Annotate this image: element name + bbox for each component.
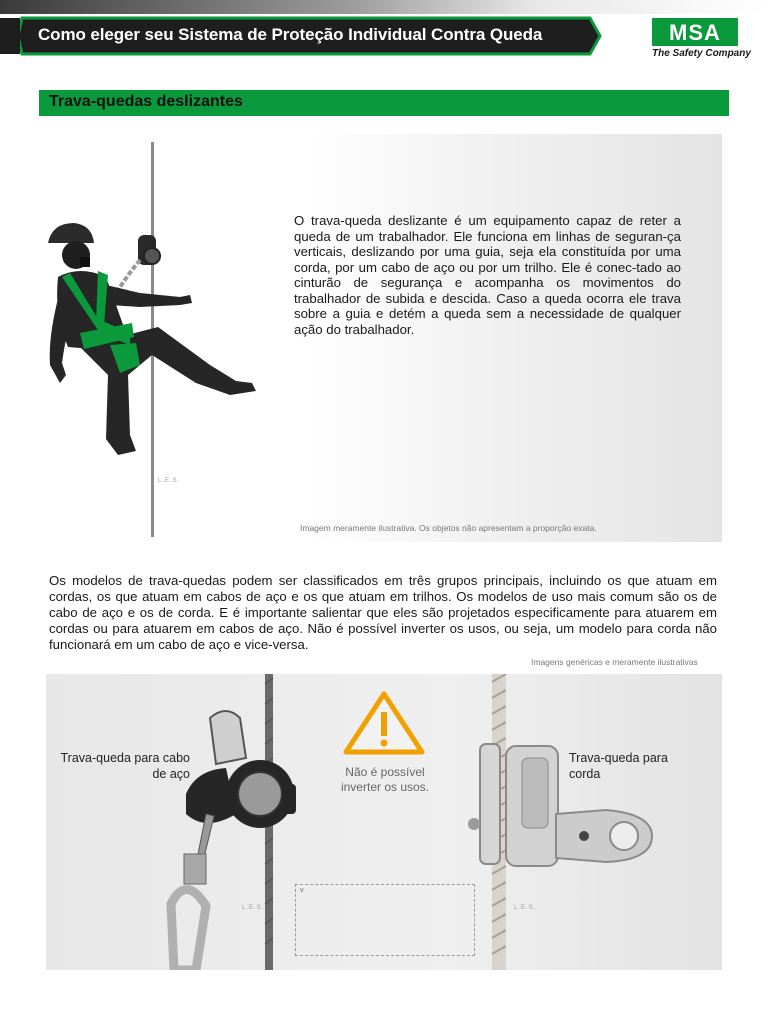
right-arm — [106, 285, 192, 307]
rope-illustration-mark: L.E.S. — [514, 905, 537, 911]
models-paragraph: Os modelos de trava-quedas podem ser classificados em três grupos principais, incluindo os que atuam em cordas, os que atuam em cabos de aço e os que atuam em trilhos. Os modelos de uso mais comum são os de cabo de aço e os de corda. E é importante salientar que eles são projetados especificamente para atuarem em cordas ou para atuarem em cabos de aço. Não é possível inverter os usos, ou seja, um modelo para corda não funcionará em um cabo de aço e vice-versa. — [49, 573, 717, 652]
rope-arrester-label: Trava-queda para corda — [569, 751, 668, 781]
connector-buckle — [184, 854, 206, 884]
cable-arrester-wheel — [238, 772, 282, 816]
cable-arrester-cover — [210, 711, 246, 764]
rope-arrester-screw — [468, 818, 480, 830]
cable-illustration-mark: L.E.S. — [242, 905, 265, 911]
arrester-wheel — [144, 248, 160, 264]
logo-mark — [652, 18, 738, 46]
placeholder-mark: v — [300, 887, 304, 894]
carabiner — [171, 889, 206, 970]
page-title: Como eleger seu Sistema de Proteção Individual Contra Queda — [38, 25, 543, 44]
logo-tagline: The Safety Company — [652, 48, 751, 59]
logo-brand: MSA — [669, 20, 721, 45]
rope-arrester-hinge — [480, 744, 500, 864]
section-header — [39, 90, 729, 116]
placeholder-frame — [295, 884, 475, 956]
cable-arrester-label: Trava-queda para cabo de aço — [60, 751, 190, 781]
models-caption: Imagens genéricas e meramente ilustrativas — [531, 657, 698, 667]
warning-text: Não é possível inverter os usos. — [340, 765, 430, 794]
intro-paragraph: O trava-queda deslizante é um equipamento capaz de reter a queda de um trabalhador. Ele funciona em linhas de seguran-ça verticais, deslizando por uma guia, seja ela constituída por uma corda, por um cabo de aço ou por um trilho. Ele é conec-tado ao cinturão de segurança e acompanha os movimentos do trabalhador de subida e descida. Caso a queda ocorra ele trava sobre a guia e detém a queda sem a necessidade de qualquer ação do trabalhador. — [294, 213, 681, 337]
section-title: Trava-quedas deslizantes — [49, 93, 243, 110]
worker-illustration — [40, 215, 270, 480]
illustration-mark: L.E.S. — [158, 478, 181, 484]
header-band — [0, 0, 768, 14]
legs — [80, 327, 256, 455]
warning-icon — [346, 694, 422, 752]
intro-caption: Imagem meramente ilustrativa. Os objetos não apresentam a proporção exata. — [300, 523, 597, 533]
msa-logo — [652, 18, 751, 62]
helmet — [48, 223, 94, 243]
header-title-bar — [0, 14, 604, 58]
